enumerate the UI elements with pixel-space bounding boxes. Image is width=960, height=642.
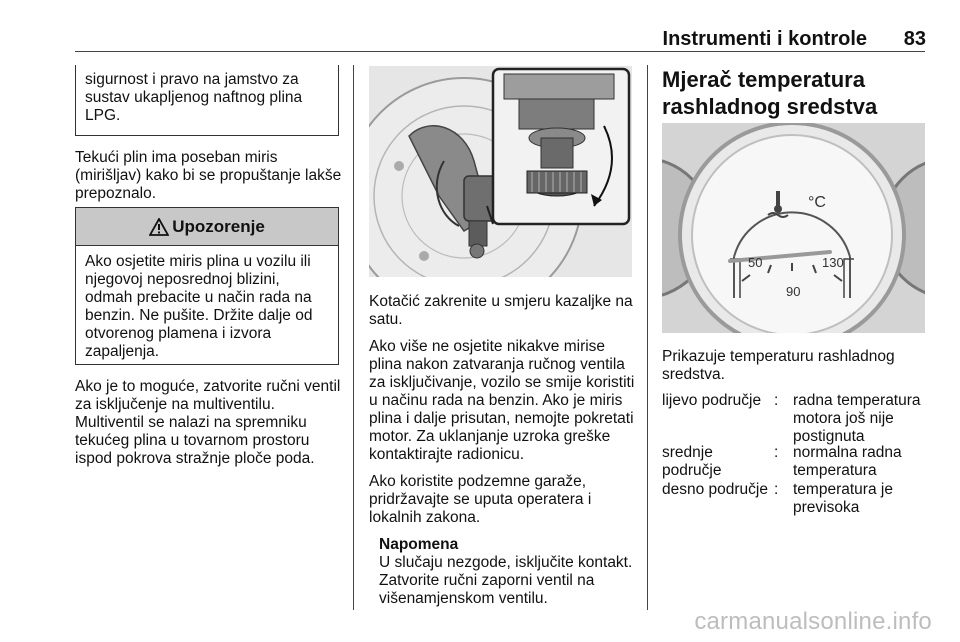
warning-title: Upozorenje [172,216,265,236]
coolant-gauge-illustration [662,123,925,333]
gauge-label-low: 50 [748,255,763,270]
column-divider [647,65,648,610]
note-block [369,536,635,608]
definition-row [662,444,932,480]
definition-description: normalna radna temperatura [793,444,902,479]
paragraph: Ako je to moguće, zatvorite ručni ventil za isključenje na multiventilu. Multiventil se nalazi na spremniku tekućeg plina u tovarnom prostoru ispod pokrova stražnje ploče poda. [75,378,341,467]
definition-term: srednje područje [662,444,722,479]
header-rule [75,51,925,52]
note-text: U slučaju nezgode, isključite kontakt. Zatvorite ručni zaporni ventil na višenamjenskom ventilu. [379,554,633,607]
continued-warning-box [75,65,339,136]
definition-colon: : [774,481,779,498]
multivalve-illustration [369,66,632,277]
warning-box [75,207,339,365]
paragraph: Prikazuje temperaturu rashladnog sredstva. [662,348,895,383]
definition-colon: : [774,444,779,461]
warning-triangle-icon [149,218,169,236]
column-3-paragraph [662,348,930,393]
definition-term: lijevo područje [662,392,762,409]
section-title: Mjerač temperatura rashladnog sredstva [662,67,878,119]
definition-term: desno područje [662,481,768,498]
column-2-text [369,293,635,608]
paragraph: Kotačić zakrenite u smjeru kazaljke na satu. [369,293,633,328]
column-1-paragraph-2 [75,378,343,477]
warning-header [76,208,338,246]
column-1-paragraph-1 [75,149,343,212]
column-divider [353,65,354,610]
multivalve-drawing [369,66,632,277]
paragraph: Ako više ne osjetite nikakve mirise plina nakon zatvaranja ručnog ventila za isključivanje, vozilo se smije koristiti u načinu rada na benzin. Ako je miris plina i dalje prisutan, nemojte pokretati motor. Za uklanjanje uzroka greške kontaktirajte radionicu. [369,338,635,463]
page-number: 83 [903,28,926,50]
continued-warning-text: sigurnost i pravo na jamstvo za sustav ukapljenog naftnog plina LPG. [85,71,303,124]
gauge-label-mid: 90 [786,284,801,299]
paragraph: Ako koristite podzemne garaže, pridržavajte se uputa operatera i lokalnih zakona. [369,473,592,526]
definition-description: radna temperatura motora još nije postignuta [793,392,921,445]
definition-row [662,392,932,446]
paragraph: Tekući plin ima poseban miris (mirišljav) kako bi se propuštanje lakše prepoznalo. [75,149,342,202]
page-header-title: Instrumenti i kontrole [662,28,867,50]
definition-row [662,481,932,517]
definition-colon: : [774,392,779,409]
watermark: carmanualsonline.info [694,608,932,635]
gauge-label-high: 130 [822,255,844,270]
coolant-gauge-drawing [662,123,925,333]
warning-body: Ako osjetite miris plina u vozilu ili njegovoj neposrednoj blizini, odmah prebacite u način rada na benzin. Ne pušite. Držite dalje od otvorenog plamena i izvora zapaljenja. [85,253,313,360]
note-title: Napomena [379,536,459,553]
definition-description: temperatura je previsoka [793,481,893,516]
gauge-unit: °C [808,194,826,211]
